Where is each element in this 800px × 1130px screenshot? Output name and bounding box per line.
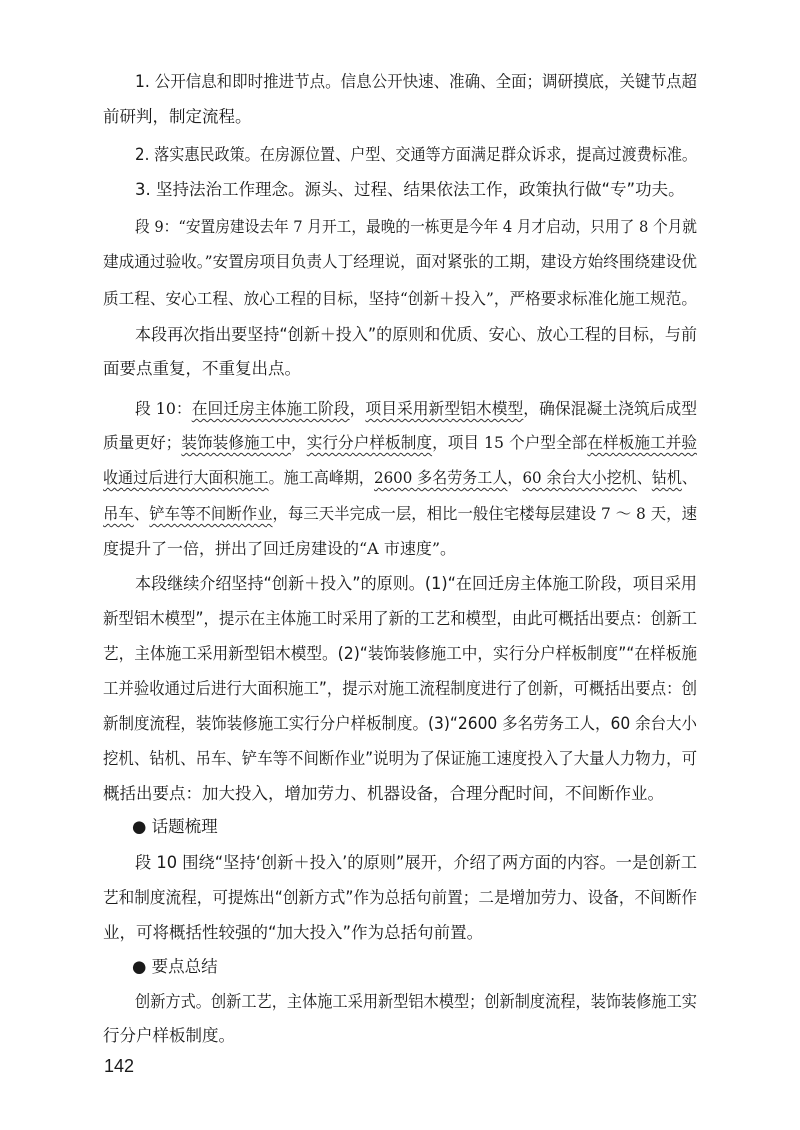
text-line: 度提升了一倍，拼出了回迁房建设的“A 市速度”。 [103, 539, 457, 558]
wavy-underlined-phrase: 2600 多名劳务工人 [373, 468, 508, 487]
text-line: 艺和制度流程，可提炼出“创新方式”作为总括句前置；二是增加劳力、设备，不间断作 [103, 888, 697, 907]
text-line: 创新方式。创新工艺，主体施工采用新型铝木模型；创新制度流程，装饰装修施工实 [135, 992, 697, 1011]
text-line: 工并验收通过后进行大面积施工”，提示对施工流程制度进行了创新，可概括出要点：创 [103, 679, 697, 698]
text-line: 概括出要点：加大投入，增加劳力、机器设备，合理分配时间，不间断作业。 [103, 784, 664, 803]
text-line: 段 9：“安置房建设去年 7 月开工，最晚的一栋更是今年 4 月才启动，只用了 8 个月就 [135, 217, 697, 236]
wavy-underlined-phrase: 吊车 [103, 504, 134, 523]
text-line [103, 431, 697, 455]
line-text: 、 [681, 468, 697, 487]
text-line: 段 10 围绕“坚持‘创新＋投入’的原则”展开，介绍了两方面的内容。一是创新工 [135, 853, 697, 872]
line-text: 、 [133, 504, 150, 523]
text-line [103, 466, 697, 490]
wavy-underlined-phrase: 铲车等不间断作业 [149, 504, 273, 523]
text-line: 前研判，制定流程。 [103, 107, 252, 126]
text-line: 业，可将概括性较强的“加大投入”作为总括句前置。 [103, 923, 484, 942]
wavy-underlined-phrase: 在回迁房主体施工阶段 [191, 399, 350, 418]
wavy-underlined-phrase: 钻机 [651, 468, 682, 487]
text-line: 质工程、安心工程、放心工程的目标，坚持“创新＋投入”，严格要求标准化施工规范。 [103, 289, 697, 308]
wavy-underlined-phrase: 实行分户样板制度 [306, 433, 433, 452]
wavy-underlined-phrase: 项目采用新型铝木模型 [365, 399, 524, 418]
text-line: 面要点重复，不重复出点。 [103, 359, 301, 378]
text-line: 新制度流程，装饰装修施工实行分户样板制度。(3)“2600 多名劳务工人，60 余台大小 [103, 714, 697, 733]
line-text: ， [507, 468, 523, 487]
text-line: 挖机、钻机、吊车、铲车等不间断作业”说明为了保证施工速度投入了大量人力物力，可 [103, 749, 697, 768]
text-line: 1. 公开信息和即时推进节点。信息公开快速、准确、全面；调研摸底，关键节点超 [135, 72, 697, 91]
text-line: 建成通过验收。”安置房项目负责人丁经理说，面对紧张的工期，建设方始终围绕建设优 [103, 252, 697, 271]
line-text: ，每三天半完成一层，相比一般住宅楼每层建设 7 ～ 8 天，速 [272, 504, 697, 523]
wavy-underlined-phrase: 收通过后进行大面积施工 [103, 468, 269, 487]
text-line [135, 397, 697, 421]
line-text: ，确保混凝土浇筑后成型 [523, 399, 697, 418]
text-line: 本段再次指出要坚持“创新＋投入”的原则和优质、安心、放心工程的目标，与前 [135, 325, 697, 344]
text-line: 新型铝木模型”，提示在主体施工时采用了新的工艺和模型，由此可概括出要点：创新工 [103, 609, 697, 628]
section-heading-summary: ● 要点总结 [132, 957, 218, 976]
text-line [103, 502, 697, 526]
text-line: 2. 落实惠民政策。在房源位置、户型、交通等方面满足群众诉求，提高过渡费标准。 [135, 145, 697, 164]
text-line: 本段继续介绍坚持“创新＋投入”的原则。(1)“在回迁房主体施工阶段，项目采用 [135, 574, 697, 593]
line-text: ， [349, 399, 366, 418]
line-text: 、 [636, 468, 652, 487]
line-text: 段 10： [135, 399, 192, 418]
text-line: 艺，主体施工采用新型铝木模型。(2)“装饰装修施工中，实行分户样板制度”“在样板施 [103, 644, 697, 663]
line-text: ，项目 15 个户型全部 [432, 433, 588, 452]
wavy-underlined-phrase: 在样板施工并验 [587, 433, 697, 452]
line-text: 质量更好； [103, 433, 182, 452]
text-line: 行分户样板制度。 [103, 1026, 235, 1045]
line-text: 。施工高峰期， [268, 468, 374, 487]
wavy-underlined-phrase: 60 余台大小挖机 [522, 468, 637, 487]
section-heading-topic-outline: ● 话题梳理 [132, 817, 218, 836]
text-line: 3. 坚持法治工作理念。源头、过程、结果依法工作，政策执行做“专”功夫。 [135, 180, 685, 199]
line-text: ， [291, 433, 307, 452]
page-number: 142 [104, 1056, 135, 1076]
wavy-underlined-phrase: 装饰装修施工中 [181, 433, 292, 452]
